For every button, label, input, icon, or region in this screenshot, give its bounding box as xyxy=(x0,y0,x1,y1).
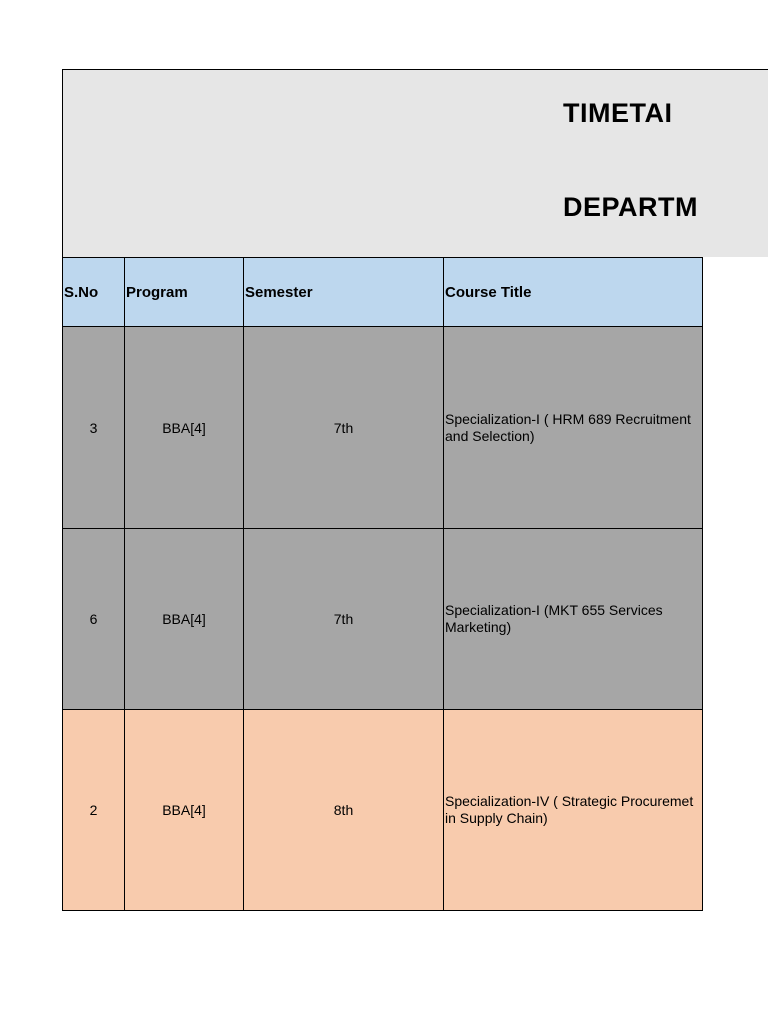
cell-sno: 6 xyxy=(63,529,125,710)
cell-semester: 7th xyxy=(244,529,444,710)
cell-course-title: Specialization-IV ( Strategic Procuremet in Supply Chain) xyxy=(444,710,703,911)
col-header-semester: Semester xyxy=(244,258,444,327)
cell-course-title: Specialization-I (MKT 655 Services Marketing) xyxy=(444,529,703,710)
table-row xyxy=(63,327,703,529)
title-band xyxy=(62,69,768,257)
cell-program: BBA[4] xyxy=(125,529,244,710)
timetable-title: TIMETAI xyxy=(563,98,673,128)
timetable-table-wrap xyxy=(62,257,702,911)
department-title: DEPARTM xyxy=(563,192,698,222)
col-header-course-title: Course Title xyxy=(444,258,703,327)
cell-program: BBA[4] xyxy=(125,710,244,911)
header-row xyxy=(63,258,703,327)
table-row xyxy=(63,710,703,911)
col-header-program: Program xyxy=(125,258,244,327)
timetable-sheet xyxy=(62,69,768,911)
cell-sno: 2 xyxy=(63,710,125,911)
cell-semester: 8th xyxy=(244,710,444,911)
cell-sno: 3 xyxy=(63,327,125,529)
timetable-table xyxy=(62,257,703,911)
cell-course-title: Specialization-I ( HRM 689 Recruitment and Selection) xyxy=(444,327,703,529)
table-row xyxy=(63,529,703,710)
cell-program: BBA[4] xyxy=(125,327,244,529)
cell-semester: 7th xyxy=(244,327,444,529)
col-header-sno: S.No xyxy=(63,258,125,327)
